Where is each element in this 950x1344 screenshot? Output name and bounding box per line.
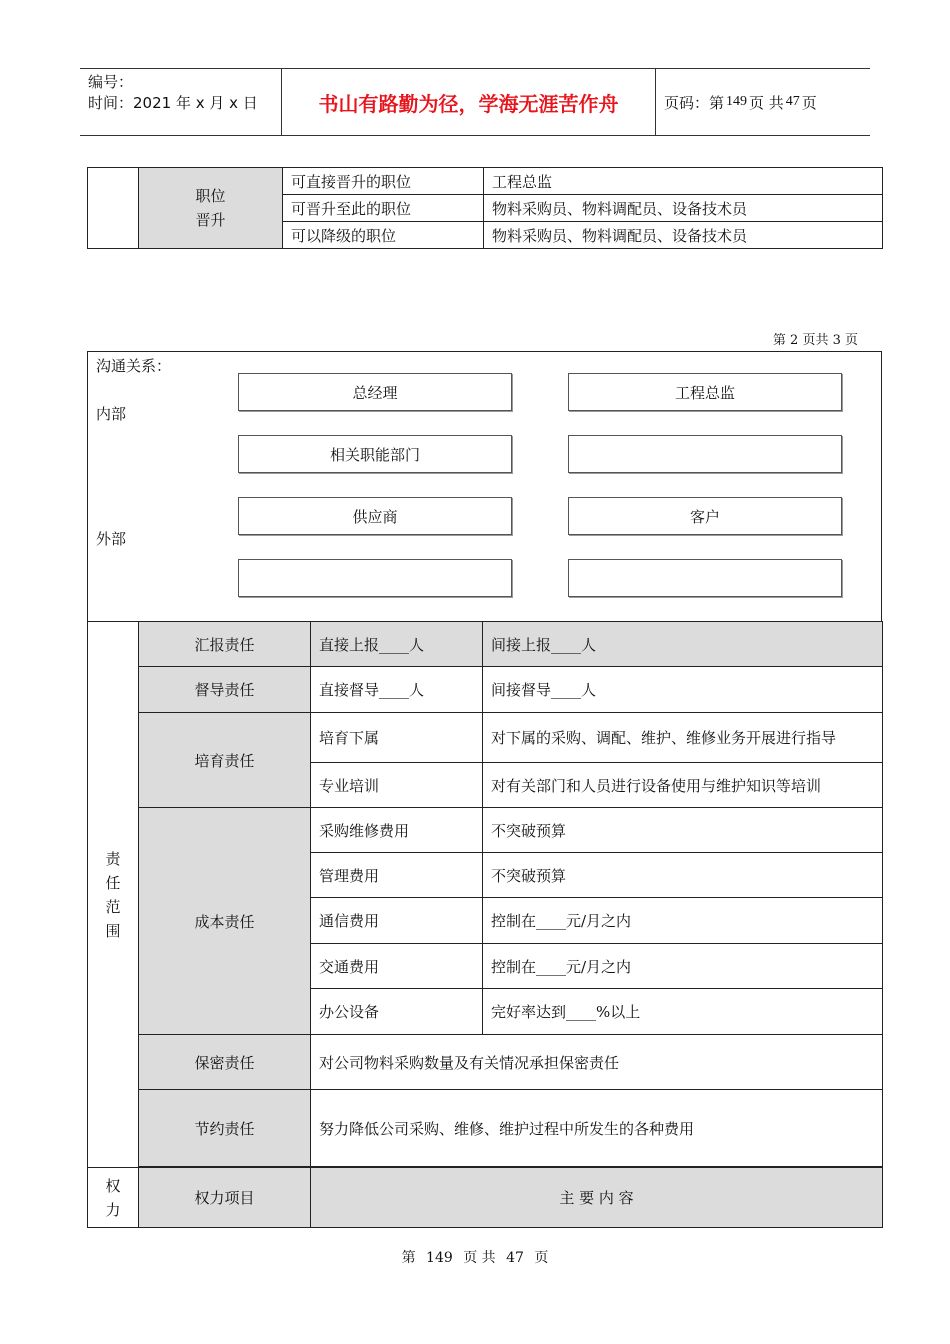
report-label: 汇报责任	[139, 622, 311, 667]
page-footer	[0, 1247, 950, 1267]
external-label: 外部	[96, 530, 127, 548]
promotion-label-2: 晋升	[195, 211, 226, 229]
communication-title: 沟通关系：	[96, 357, 172, 375]
comm-box-related-departments: 相关职能部门	[238, 435, 512, 473]
header-motto: 书山有路勤为径，学海无涯苦作舟	[282, 69, 656, 135]
comm-box-empty	[568, 559, 842, 597]
section-char: 权	[105, 1176, 121, 1195]
cost-key: 通信费用	[311, 898, 483, 944]
comm-box-customer: 客户	[568, 497, 842, 535]
promotion-blank-cell	[88, 168, 139, 249]
report-indirect: 间接上报____人	[483, 622, 883, 667]
page-prefix: 页码：第	[664, 93, 725, 112]
cost-value: 控制在____元/月之内	[483, 898, 883, 944]
header-meta	[80, 69, 282, 135]
promotion-key: 可直接晋升的职位	[283, 168, 484, 195]
cost-value: 不突破预算	[483, 853, 883, 898]
power-label: 权力项目	[139, 1168, 311, 1228]
train-value: 对有关部门和人员进行设备使用与维护知识等培训	[483, 763, 883, 808]
train-key: 专业培训	[311, 763, 483, 808]
cost-value: 控制在____元/月之内	[483, 944, 883, 989]
save-label: 节约责任	[139, 1090, 311, 1167]
time-label: 时间：2021 年 x 月 x 日	[88, 94, 258, 112]
cost-key: 管理费用	[311, 853, 483, 898]
promotion-key: 可晋升至此的职位	[283, 195, 484, 222]
train-key: 培育下属	[311, 713, 483, 763]
supervise-indirect: 间接督导____人	[483, 667, 883, 713]
footer-prefix: 第	[401, 1250, 416, 1266]
internal-label: 内部	[96, 405, 127, 423]
comm-box-empty	[238, 559, 512, 597]
power-content-header: 主 要 内 容	[311, 1168, 883, 1228]
promotion-value: 物料采购员、物料调配员、设备技术员	[484, 222, 883, 249]
footer-total: 47	[506, 1250, 524, 1266]
page-total: 47	[785, 94, 800, 109]
section-char: 责	[105, 849, 121, 868]
footer-mid: 页 共	[463, 1250, 496, 1266]
promotion-label	[139, 168, 283, 249]
cost-value: 完好率达到____%以上	[483, 989, 883, 1035]
secret-value: 对公司物料采购数量及有关情况承担保密责任	[311, 1035, 883, 1090]
save-value: 努力降低公司采购、维修、维护过程中所发生的各种费用	[311, 1090, 883, 1167]
promotion-label-1: 职位	[195, 187, 226, 205]
cost-label: 成本责任	[139, 808, 311, 1035]
responsibility-table	[87, 621, 883, 1228]
supervise-label: 督导责任	[139, 667, 311, 713]
comm-box-engineering-director: 工程总监	[568, 373, 842, 411]
code-label: 编号：	[88, 73, 134, 91]
page-number: 149	[726, 94, 748, 109]
page-mid: 页 共	[749, 93, 784, 112]
promotion-value: 物料采购员、物料调配员、设备技术员	[484, 195, 883, 222]
report-direct: 直接上报____人	[311, 622, 483, 667]
promotion-value: 工程总监	[484, 168, 883, 195]
cost-key: 交通费用	[311, 944, 483, 989]
section-char: 任	[105, 873, 121, 892]
page-note: 第 2 页共 3 页	[772, 333, 858, 348]
comm-box-general-manager: 总经理	[238, 373, 512, 411]
footer-suffix: 页	[534, 1250, 549, 1266]
power-section-label	[88, 1168, 139, 1228]
cost-key: 办公设备	[311, 989, 483, 1035]
section-char: 力	[105, 1200, 121, 1219]
supervise-direct: 直接督导____人	[311, 667, 483, 713]
secret-label: 保密责任	[139, 1035, 311, 1090]
section-char: 范	[105, 897, 121, 916]
cost-value: 不突破预算	[483, 808, 883, 853]
page-header	[80, 68, 870, 136]
comm-box-supplier: 供应商	[238, 497, 512, 535]
train-label: 培育责任	[139, 713, 311, 808]
page-suffix: 页	[801, 93, 817, 112]
footer-page: 149	[426, 1250, 453, 1266]
cost-key: 采购维修费用	[311, 808, 483, 853]
comm-box-empty	[568, 435, 842, 473]
promotion-table	[87, 167, 883, 249]
section-char: 围	[105, 921, 121, 940]
train-value: 对下属的采购、调配、维护、维修业务开展进行指导	[483, 713, 883, 763]
header-page-info	[656, 69, 870, 135]
responsibility-section-label	[88, 622, 139, 1168]
communication-section	[87, 351, 882, 621]
promotion-key: 可以降级的职位	[283, 222, 484, 249]
